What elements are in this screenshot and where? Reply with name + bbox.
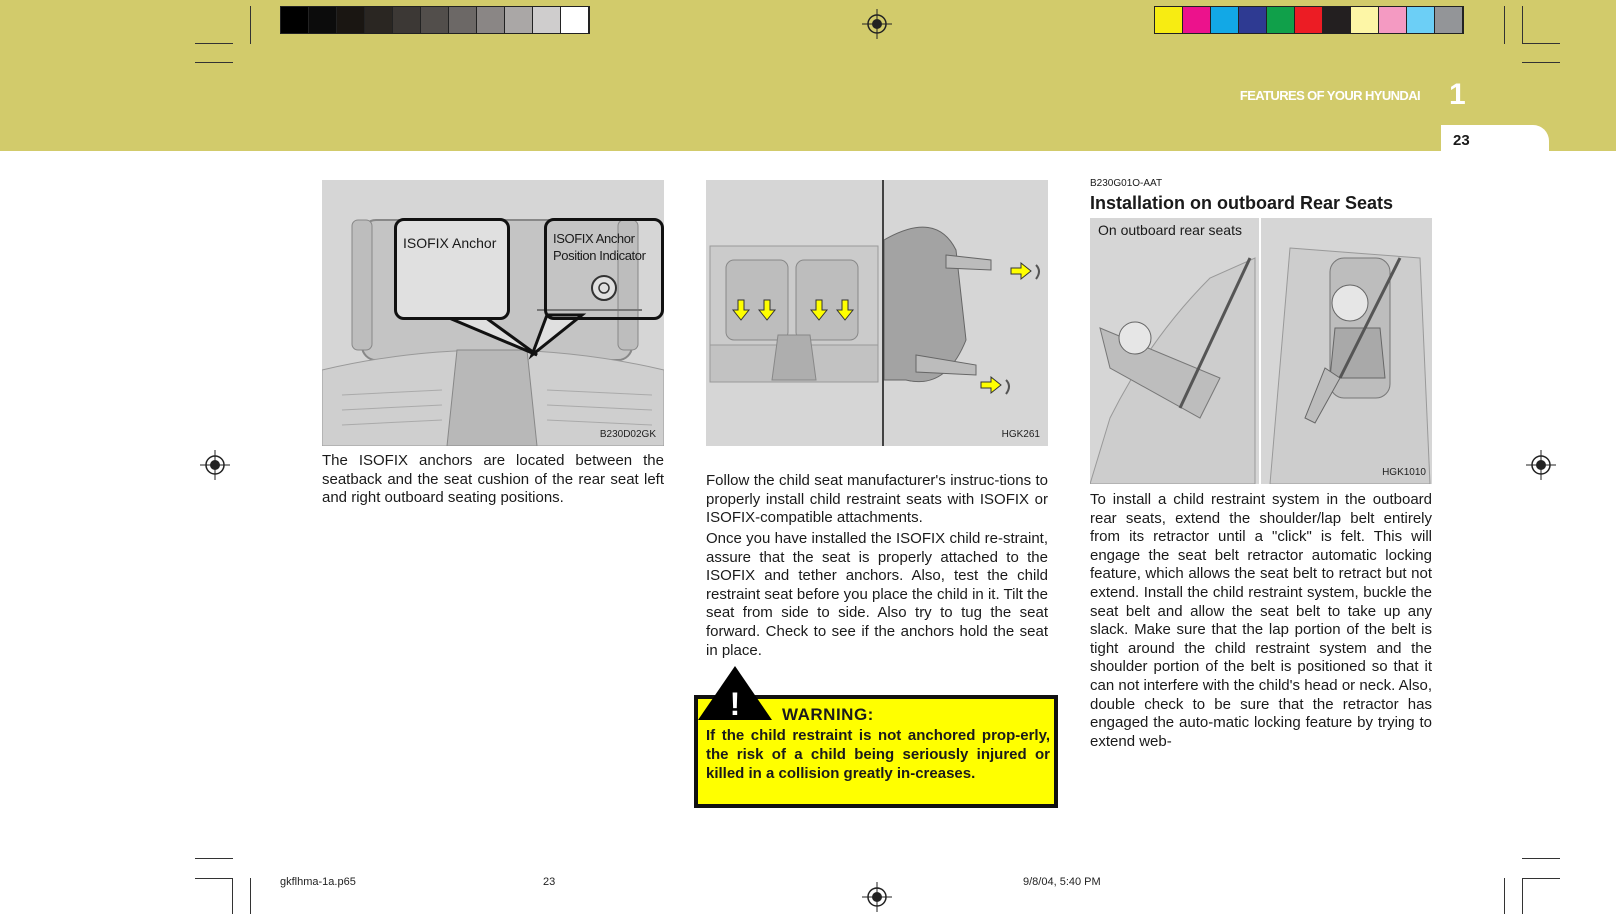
color-swatch xyxy=(1239,7,1267,33)
gray-swatch xyxy=(533,7,561,33)
grayscale-swatch-bar xyxy=(280,6,590,34)
isofix-indicator-label: ISOFIX Anchor Position Indicator xyxy=(553,231,646,263)
chapter-number: 1 xyxy=(1449,78,1466,111)
section-title: FEATURES OF YOUR HYUNDAI xyxy=(1239,88,1420,103)
color-swatch-bar xyxy=(1154,6,1464,34)
test-seat-paragraph: Once you have installed the ISOFIX child re-straint, assure that the seat is properly attached to the ISOFIX and tether anchors. Also, test the child restraint seat before you place the child in it. Tilt the seat from side to side. Also try to tug the seat forward. Check to see if the anchors hold the seat in place. xyxy=(706,530,1048,659)
page-number-tab xyxy=(1441,125,1549,155)
install-instructions-paragraph: Follow the child seat manufacturer's instruc-tions to properly install child restraint seats with ISOFIX or ISOFIX-compatible attachments. xyxy=(706,472,1048,527)
footer-page: 23 xyxy=(543,876,556,888)
gray-swatch xyxy=(309,7,337,33)
child-seat-attachment-illustration xyxy=(706,180,1048,446)
gray-swatch xyxy=(337,7,365,33)
color-swatch xyxy=(1267,7,1295,33)
registration-mark-icon xyxy=(1526,450,1556,480)
isofix-anchor-label: ISOFIX Anchor xyxy=(403,235,497,251)
registration-mark-icon xyxy=(200,450,230,480)
gray-swatch xyxy=(365,7,393,33)
footer-datetime: 9/8/04, 5:40 PM xyxy=(1023,876,1101,888)
isofix-location-paragraph: The ISOFIX anchors are located between the seatback and the seat cushion of the rear seat left and right outboard seating positions. xyxy=(322,452,664,507)
color-swatch xyxy=(1183,7,1211,33)
warning-text: If the child restraint is not anchored prop-erly, the risk of a child being seriously injured or killed in a collision greatly in-creases. xyxy=(706,727,1050,782)
gray-swatch xyxy=(477,7,505,33)
isofix-indicator-callout xyxy=(544,218,664,320)
color-swatch xyxy=(1295,7,1323,33)
color-swatch xyxy=(1211,7,1239,33)
outboard-install-paragraph: To install a child restraint system in the outboard rear seats, extend the shoulder/lap belt entirely from its retractor until a "click" is felt. This will engage the seat belt retractor automatic locking feature, which allows the seat belt to retract but not extend. Install the child restraint system, buckle the seat belt and allow the seat belt to take up any slack. Make sure that the lap portion of the belt is tight around the child restraint system and the shoulder portion of the belt is positioned so that it can not interfere with the child's head or neck. Also, double check to be sure that the retractor has engaged the auto-matic locking feature by trying to extend web- xyxy=(1090,491,1432,750)
gray-swatch xyxy=(421,7,449,33)
color-swatch xyxy=(1407,7,1435,33)
footer-filename: gkflhma-1a.p65 xyxy=(280,876,356,888)
figure-label: On outboard rear seats xyxy=(1098,222,1242,238)
outboard-seat-figure xyxy=(1090,218,1432,484)
figure-code: B230D02GK xyxy=(599,429,656,440)
color-swatch xyxy=(1379,7,1407,33)
isofix-attachment-figure xyxy=(706,180,1048,446)
gray-swatch xyxy=(449,7,477,33)
color-swatch xyxy=(1435,7,1463,33)
registration-mark-icon xyxy=(862,9,892,39)
gray-swatch xyxy=(505,7,533,33)
gray-swatch xyxy=(561,7,589,33)
color-swatch xyxy=(1323,7,1351,33)
gray-swatch xyxy=(393,7,421,33)
exclamation-triangle-icon xyxy=(696,664,774,722)
figure-code: HGK1010 xyxy=(1382,467,1426,478)
section-code: B230G01O-AAT xyxy=(1090,178,1163,189)
isofix-anchor-figure xyxy=(322,180,664,446)
gray-swatch xyxy=(281,7,309,33)
section-heading: Installation on outboard Rear Seats xyxy=(1090,193,1394,213)
warning-title: WARNING: xyxy=(782,705,874,724)
figure-code: HGK261 xyxy=(1001,429,1040,440)
warning-symbol: ! xyxy=(729,686,741,722)
isofix-anchor-callout xyxy=(394,218,510,320)
outboard-child-seat-illustration xyxy=(1090,218,1432,484)
page-number: 23 xyxy=(1453,132,1470,149)
color-swatch xyxy=(1351,7,1379,33)
color-swatch xyxy=(1155,7,1183,33)
registration-mark-icon xyxy=(862,882,892,912)
